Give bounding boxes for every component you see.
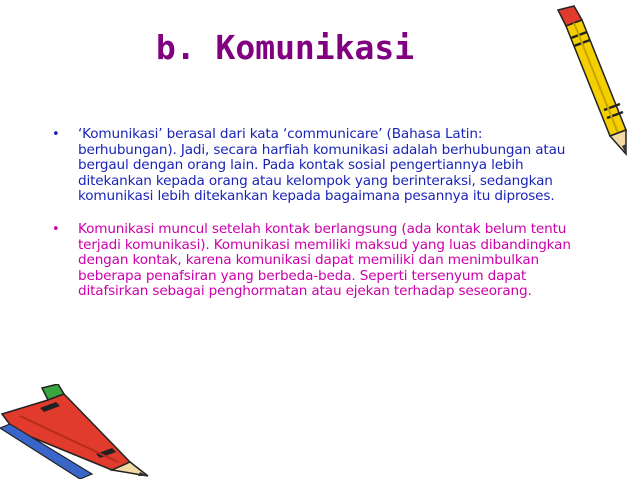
list-item	[52, 127, 582, 205]
list-item	[52, 222, 582, 300]
page-title: b. Komunikasi	[155, 28, 415, 67]
bullet-text: Komunikasi muncul setelah kontak berlangsung (ada kontak belum tentu terjadi komunikasi). Komunikasi memiliki maksud yang luas dibandingkan dengan kontak, karena komunikasi dapat memiliki dan menimbulkan beberapa penafsiran yang berbeda-beda. Seperti tersenyum dapat ditafsirkan sebagai penghormatan atau ejekan terhadap seseorang.	[78, 220, 571, 300]
bullet-marker: •	[52, 127, 60, 142]
bullet-marker: •	[52, 221, 60, 237]
bullet-list	[52, 127, 582, 317]
pencil-icon	[0, 384, 150, 479]
bullet-text: ‘Komunikasi’ berasal dari kata ‘communicare’ (Bahasa Latin: berhubungan). Jadi, secara harfiah komunikasi adalah berhubungan atau bergaul dengan orang lain. Pada kontak sosial pengertiannya lebih ditekankan kepada orang atau kelompok yang berinteraksi, sedangkan komunikasi lebih ditekankan kepada bagaimana pesannya itu diproses.	[78, 126, 566, 205]
